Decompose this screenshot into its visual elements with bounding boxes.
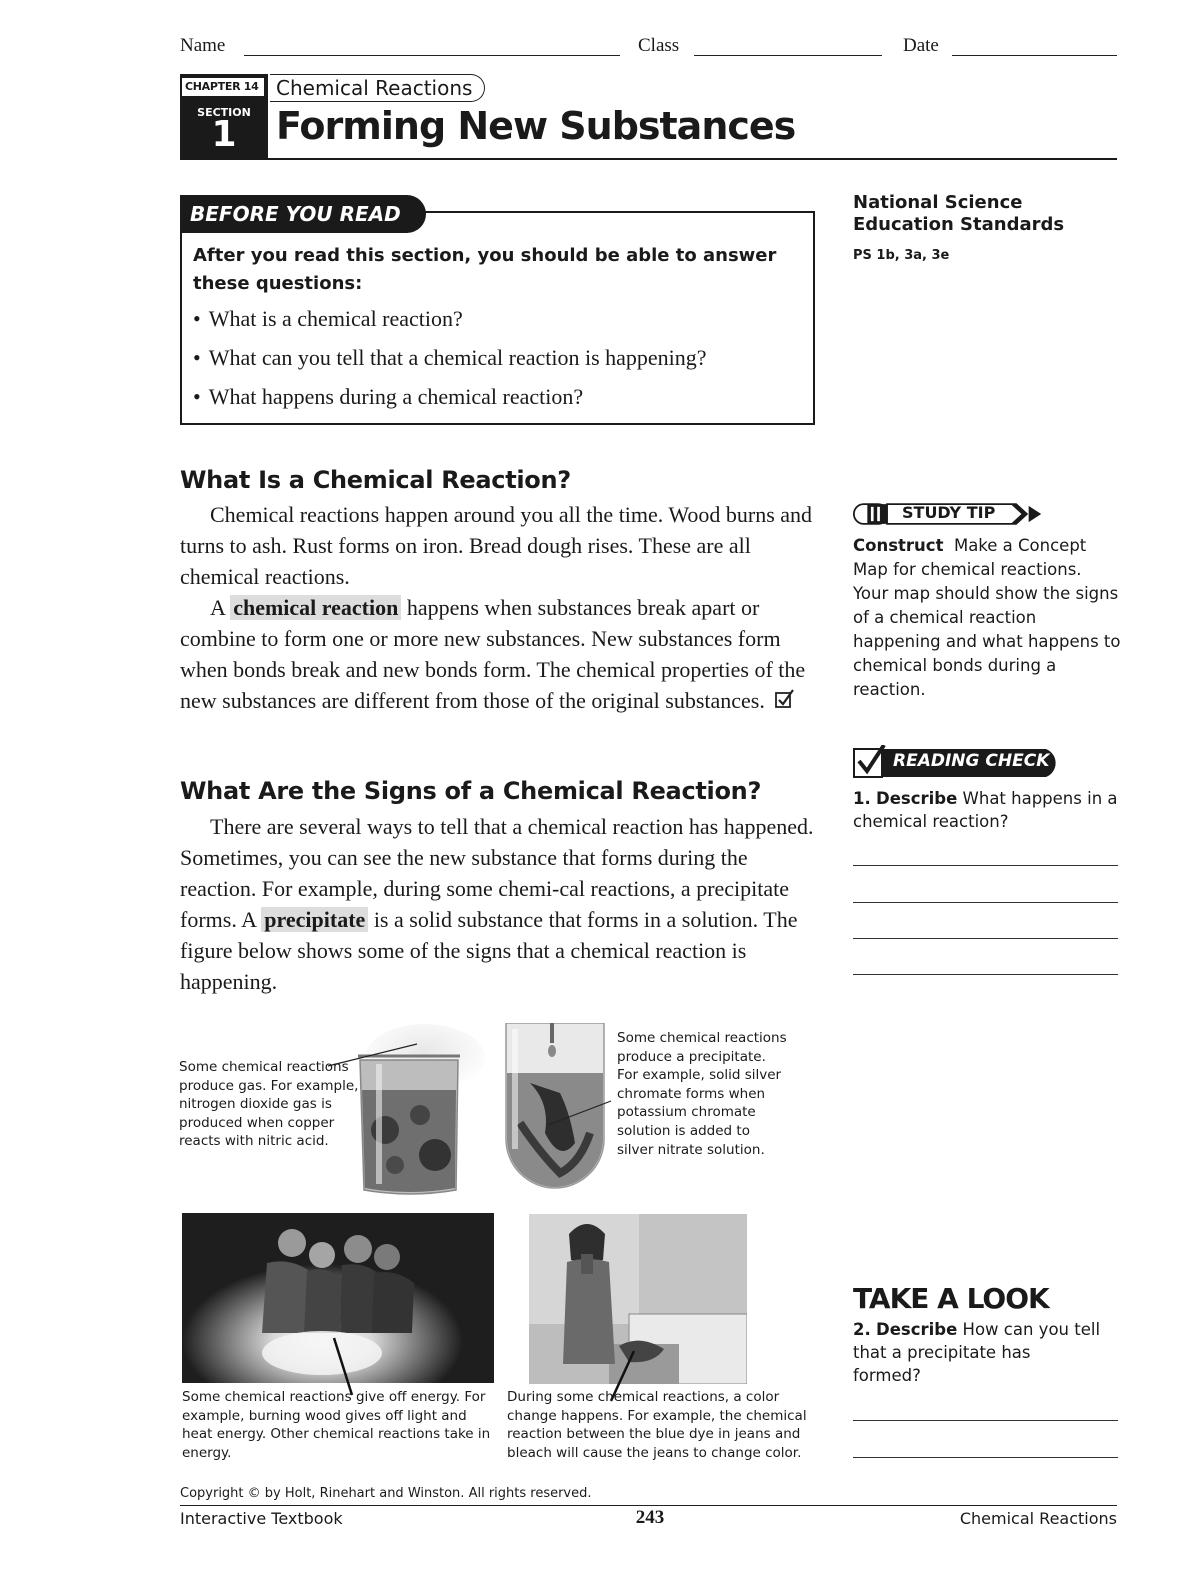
title-divider — [180, 158, 1117, 160]
standards-title: National Science Education Standards — [853, 192, 1065, 235]
before-you-read-questions — [193, 304, 803, 421]
page-title: Forming New Substances — [276, 104, 796, 148]
study-tip-label: STUDY TIP — [902, 503, 996, 522]
take-a-look-question: 2. Describe How can you tell that a precipitate has formed? — [853, 1320, 1101, 1385]
before-you-read-intro: After you read this section, you should be able to answer these questions: — [193, 245, 777, 294]
caption-gas: Some chemical reactions produce gas. For example, nitrogen dioxide gas is produced when copper reacts with nitric acid. — [179, 1059, 359, 1150]
footer-chapter-title: Chemical Reactions — [959, 1509, 1117, 1528]
footer-divider — [180, 1505, 1117, 1506]
date-label: Date — [903, 35, 939, 56]
copyright: Copyright © by Holt, Rinehart and Winston. All rights reserved. — [180, 1486, 592, 1501]
chapter-label: CHAPTER 14 — [180, 76, 266, 98]
term-precipitate: precipitate — [261, 907, 368, 932]
answer-line[interactable] — [853, 974, 1118, 975]
paragraph: A chemical reaction happens when substances break apart or combine to form one or more new substances. New substances form when bonds break and new bonds form. The chemical properties of the new substances are different from those of the original substances. — [180, 595, 806, 713]
checkmark-box-icon — [774, 688, 796, 710]
reading-check-question: 1. Describe What happens in a chemical reaction? — [853, 789, 1118, 831]
list-item: • What is a chemical reaction? — [193, 304, 803, 343]
section-label: SECTION — [197, 106, 251, 119]
section-2-body — [180, 811, 816, 997]
answer-line[interactable] — [853, 938, 1118, 939]
reading-check-label: READING CHECK — [893, 751, 1050, 771]
date-field[interactable] — [952, 55, 1117, 56]
caption-energy: Some chemical reactions give off energy. For example, burning wood gives off light and heat energy. Other chemical reactions take in energy. — [182, 1389, 491, 1461]
page-number: 243 — [635, 1507, 665, 1528]
section-1-body — [180, 499, 816, 716]
take-a-look-title: TAKE A LOOK — [853, 1282, 1049, 1315]
section-number: 1 — [211, 114, 237, 155]
precipitate-pointer-line — [545, 1097, 615, 1129]
paragraph: Chemical reactions happen around you all the time. Wood burns and turns to ash. Rust forms on iron. Bread dough rises. These are all chemical reactions. — [180, 502, 813, 589]
answer-line[interactable] — [853, 865, 1118, 866]
section-heading-1: What Is a Chemical Reaction? — [180, 466, 571, 494]
footer-book-title: Interactive Textbook — [180, 1509, 343, 1528]
caption-precipitate: Some chemical reactions produce a precipitate. For example, solid silver chromate forms when potassium chromate solution is added to silver nitrate solution. — [617, 1030, 787, 1158]
class-label: Class — [638, 35, 680, 56]
name-label: Name — [180, 35, 226, 56]
section-heading-2: What Are the Signs of a Chemical Reaction? — [180, 777, 762, 805]
name-field[interactable] — [244, 55, 620, 56]
answer-line[interactable] — [853, 1420, 1118, 1421]
answer-line[interactable] — [853, 902, 1118, 903]
list-item: • What happens during a chemical reaction? — [193, 382, 803, 421]
caption-color-change: During some chemical reactions, a color change happens. For example, the chemical reaction between the blue dye in jeans and bleach will cause the jeans to change color. — [507, 1389, 807, 1461]
standards-codes: PS 1b, 3a, 3e — [853, 248, 950, 263]
chapter-title: Chemical Reactions — [270, 74, 485, 102]
list-item: • What can you tell that a chemical reaction is happening? — [193, 343, 803, 382]
term-chemical-reaction: chemical reaction — [230, 595, 401, 620]
before-you-read-tab: BEFORE YOU READ — [180, 195, 426, 233]
class-field[interactable] — [694, 55, 882, 56]
study-tip-text: Construct Make a Concept Map for chemical reactions. Your map should show the signs of a chemical reaction happening and what happens to chemical bonds during a reaction. — [853, 536, 1121, 699]
answer-line[interactable] — [853, 1457, 1118, 1458]
paragraph: There are several ways to tell that a chemical reaction has happened. Sometimes, you can see the new substance that forms during the reaction. For example, during some chemi-cal reactions, a precipitate forms. A precipitate is a solid substance that forms in a solution. The figure below shows some of the signs that a chemical reaction is happening. — [180, 814, 814, 994]
